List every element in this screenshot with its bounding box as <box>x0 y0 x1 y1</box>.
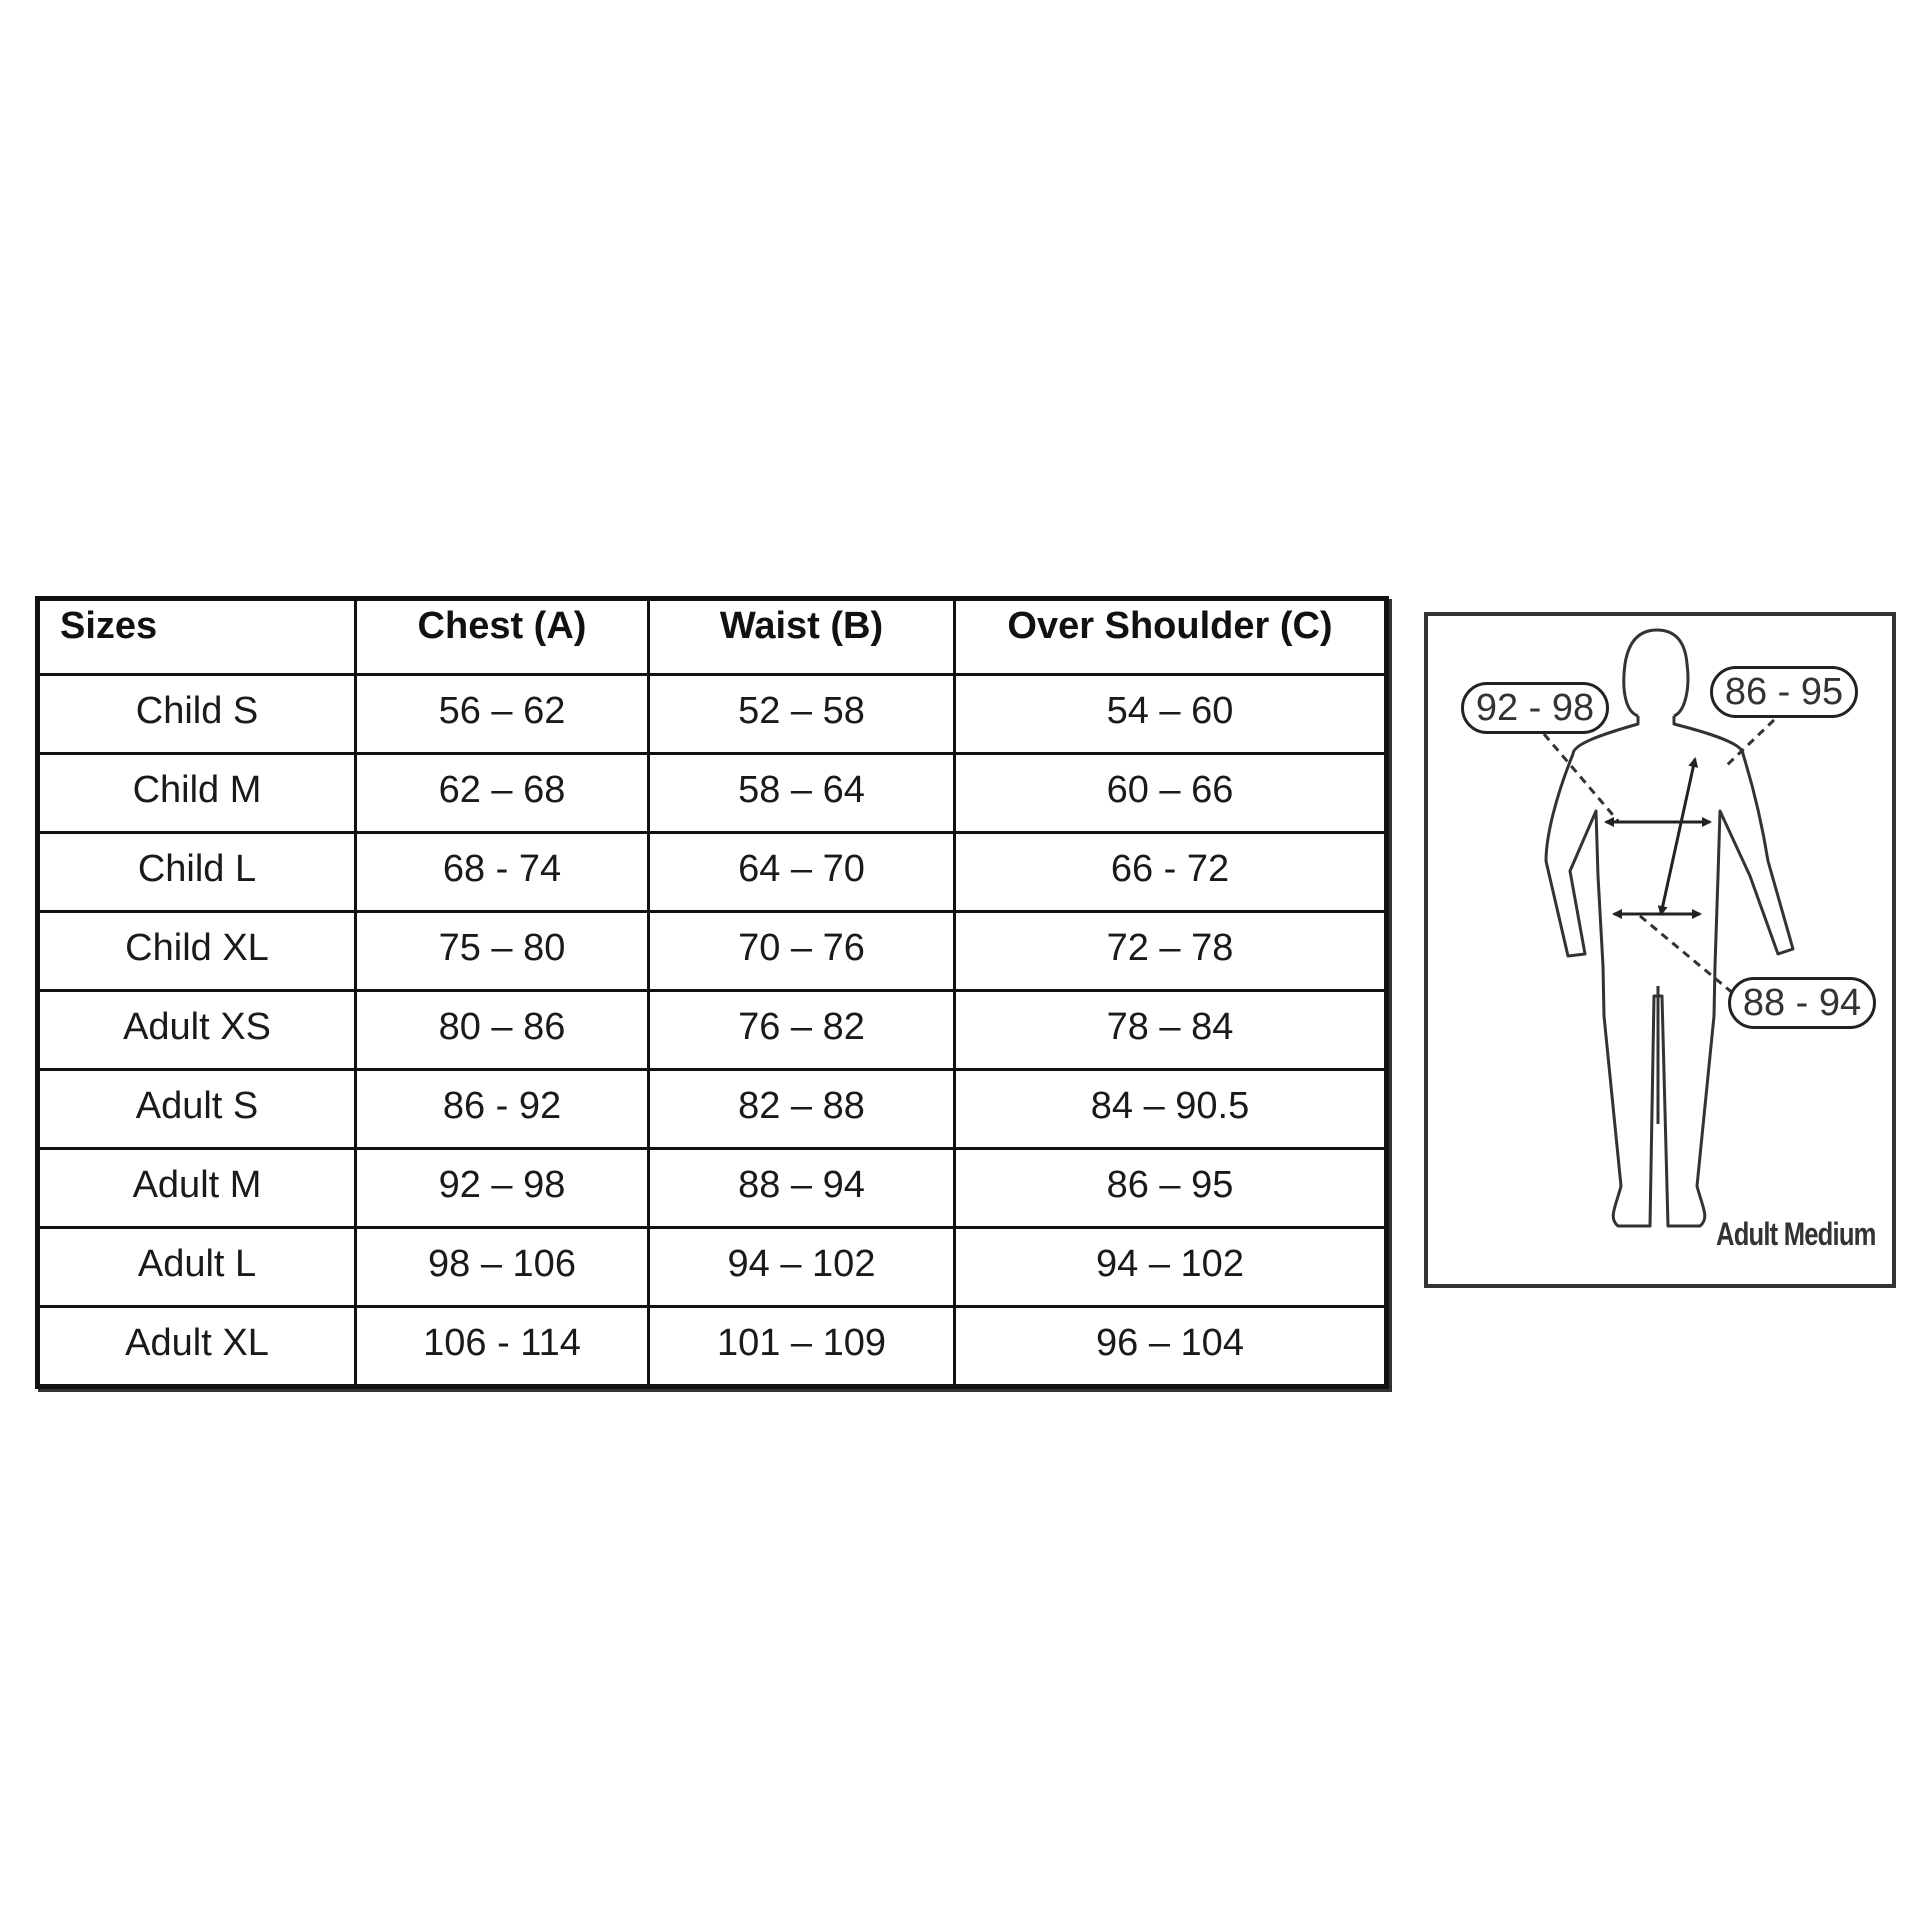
over-shoulder-cell: 60 – 66 <box>955 754 1387 833</box>
over-shoulder-cell: 94 – 102 <box>955 1228 1387 1307</box>
waist-measurement-callout: 88 - 94 <box>1728 977 1876 1029</box>
table-row <box>38 991 1387 1070</box>
size-cell: Adult XS <box>38 991 356 1070</box>
over-shoulder-cell: 78 – 84 <box>955 991 1387 1070</box>
header-sizes: Sizes <box>38 599 356 675</box>
table-row <box>38 754 1387 833</box>
chest-cell: 86 - 92 <box>356 1070 649 1149</box>
header-waist: Waist (B) <box>649 599 955 675</box>
waist-cell: 76 – 82 <box>649 991 955 1070</box>
over-shoulder-cell: 54 – 60 <box>955 675 1387 754</box>
body-measurement-diagram <box>1424 612 1896 1288</box>
over-shoulder-cell: 72 – 78 <box>955 912 1387 991</box>
chest-cell: 68 - 74 <box>356 833 649 912</box>
diagram-caption: Adult Medium <box>1716 1216 1876 1252</box>
chest-cell: 62 – 68 <box>356 754 649 833</box>
chest-cell: 92 – 98 <box>356 1149 649 1228</box>
header-over-shoulder: Over Shoulder (C) <box>955 599 1387 675</box>
size-cell: Child L <box>38 833 356 912</box>
chest-cell: 98 – 106 <box>356 1228 649 1307</box>
waist-cell: 70 – 76 <box>649 912 955 991</box>
table-row <box>38 1307 1387 1387</box>
shoulder-measurement-callout: 86 - 95 <box>1710 666 1858 718</box>
header-chest: Chest (A) <box>356 599 649 675</box>
size-cell: Child XL <box>38 912 356 991</box>
size-cell: Adult L <box>38 1228 356 1307</box>
waist-cell: 58 – 64 <box>649 754 955 833</box>
size-cell: Child S <box>38 675 356 754</box>
waist-cell: 64 – 70 <box>649 833 955 912</box>
size-cell: Adult XL <box>38 1307 356 1387</box>
over-shoulder-cell: 84 – 90.5 <box>955 1070 1387 1149</box>
chest-cell: 56 – 62 <box>356 675 649 754</box>
header-row <box>38 599 1387 675</box>
waist-cell: 94 – 102 <box>649 1228 955 1307</box>
size-cell: Adult M <box>38 1149 356 1228</box>
over-shoulder-arrow <box>1661 759 1695 914</box>
over-shoulder-cell: 96 – 104 <box>955 1307 1387 1387</box>
size-chart-header <box>38 599 1387 675</box>
size-chart-body <box>38 675 1387 1387</box>
size-chart-table <box>35 596 1389 1389</box>
table-row <box>38 833 1387 912</box>
size-cell: Child M <box>38 754 356 833</box>
table-row <box>38 1228 1387 1307</box>
waist-cell: 52 – 58 <box>649 675 955 754</box>
chest-measurement-callout: 92 - 98 <box>1461 682 1609 734</box>
table-row <box>38 912 1387 991</box>
table-row <box>38 1149 1387 1228</box>
waist-cell: 82 – 88 <box>649 1070 955 1149</box>
over-shoulder-cell: 66 - 72 <box>955 833 1387 912</box>
chest-cell: 75 – 80 <box>356 912 649 991</box>
chest-cell: 106 - 114 <box>356 1307 649 1387</box>
over-shoulder-cell: 86 – 95 <box>955 1149 1387 1228</box>
body-outline <box>1546 716 1793 1226</box>
size-cell: Adult S <box>38 1070 356 1149</box>
head-outline <box>1624 630 1688 716</box>
waist-cell: 101 – 109 <box>649 1307 955 1387</box>
chest-cell: 80 – 86 <box>356 991 649 1070</box>
table-row <box>38 675 1387 754</box>
table-row <box>38 1070 1387 1149</box>
waist-cell: 88 – 94 <box>649 1149 955 1228</box>
